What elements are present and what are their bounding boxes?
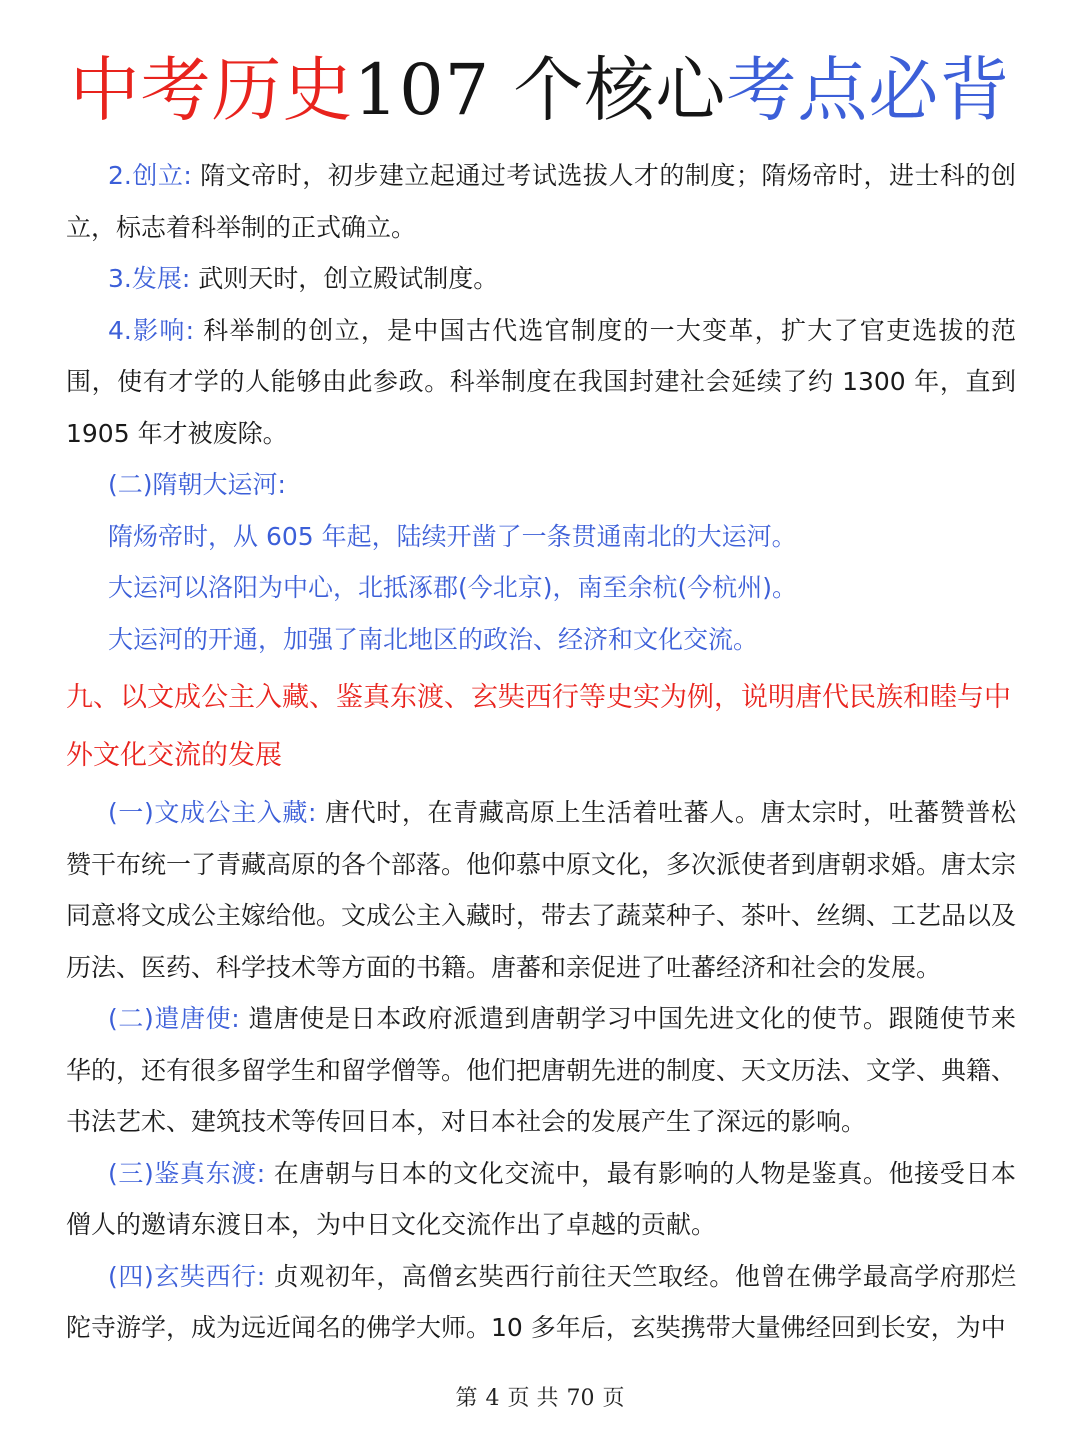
paragraph-influence — [66, 305, 1016, 460]
label-establishment: 2.创立: — [108, 161, 192, 190]
paragraph-xuanzang — [66, 1251, 1016, 1354]
label-xuanzang: (四)玄奘西行: — [108, 1261, 266, 1291]
text-establishment: 隋文帝时，初步建立起通过考试选拔人才的制度；隋炀帝时，进士科的创立，标志着科举制的正式确立。 — [66, 161, 1017, 242]
footer-mid: 页 共 — [507, 1386, 559, 1411]
page-title — [0, 40, 1080, 140]
canal-line-2: 大运河以洛阳为中心，北抵涿郡(今北京)，南至余杭(今杭州)。 — [108, 573, 798, 602]
page-footer — [0, 1381, 1080, 1412]
text-influence: 科举制的创立，是中国古代选官制度的一大变革，扩大了官吏选拔的范围，使有才学的人能够由此参政。科举制度在我国封建社会延续了约 1300 年，直到 1905 年才被废除。 — [66, 315, 1017, 448]
label-influence: 4.影响: — [108, 315, 195, 345]
label-japanese-envoys: (二)遣唐使: — [108, 1004, 240, 1033]
heading-grand-canal: (二)隋朝大运河: — [108, 470, 286, 499]
text-development: 武则天时，创立殿试制度。 — [198, 264, 499, 293]
document-body — [66, 150, 1016, 1354]
title-blue-part: 考点必背 — [726, 49, 1011, 131]
text-japanese-envoys: 遣唐使是日本政府派遣到唐朝学习中国先进文化的使节。跟随使节来华的，还有很多留学生和留学僧等。他们把唐朝先进的制度、天文历法、文学、典籍、书法艺术、建筑技术等传回日本，对日本社会的发展产生了深远的影响。 — [66, 1004, 1017, 1136]
text-xuanzang: 贞观初年，高僧玄奘西行前往天竺取经。他曾在佛学最高学府那烂陀寺游学，成为远近闻名的佛学大师。10 多年后，玄奘携带大量佛经回到长安，为中 — [66, 1261, 1016, 1342]
text-jianzhen: 在唐朝与日本的文化交流中，最有影响的人物是鉴真。他接受日本僧人的邀请东渡日本，为中日文化交流作出了卓越的贡献。 — [66, 1158, 1016, 1239]
canal-line-3: 大运河的开通，加强了南北地区的政治、经济和文化交流。 — [108, 624, 759, 654]
footer-prefix: 第 — [455, 1386, 478, 1411]
paragraph-princess-wencheng — [66, 787, 1016, 993]
footer-page-number: 4 — [485, 1386, 500, 1411]
label-development: 3.发展: — [108, 264, 191, 293]
paragraph-japanese-envoys — [66, 993, 1016, 1148]
paragraph-jianzhen — [66, 1148, 1016, 1251]
footer-page-total: 70 — [566, 1386, 595, 1411]
label-jianzhen: (三)鉴真东渡: — [108, 1158, 266, 1188]
label-princess-wencheng: (一)文成公主入藏: — [108, 798, 317, 827]
title-black-part: 107 个核心 — [353, 49, 727, 131]
title-red-part: 中考历史 — [69, 49, 354, 131]
canal-line-1: 隋炀帝时，从 605 年起，陆续开凿了一条贯通南北的大运河。 — [108, 521, 797, 551]
footer-suffix: 页 — [602, 1386, 625, 1411]
text-princess-wencheng: 唐代时，在青藏高原上生活着吐蕃人。唐太宗时，吐蕃赞普松赞干布统一了青藏高原的各个部落。他仰慕中原文化，多次派使者到唐朝求婚。唐太宗同意将文成公主嫁给他。文成公主入藏时，带去了蔬菜种子、茶叶、丝绸、工艺品以及历法、医药、科学技术等方面的书籍。唐蕃和亲促进了吐蕃经济和社会的发展。 — [66, 798, 1017, 982]
paragraph-establishment — [66, 150, 1016, 253]
section-9-heading: 九、以文成公主入藏、鉴真东渡、玄奘西行等史实为例，说明唐代民族和睦与中外文化交流的发展 — [66, 682, 1011, 771]
paragraph-development — [66, 253, 1016, 305]
